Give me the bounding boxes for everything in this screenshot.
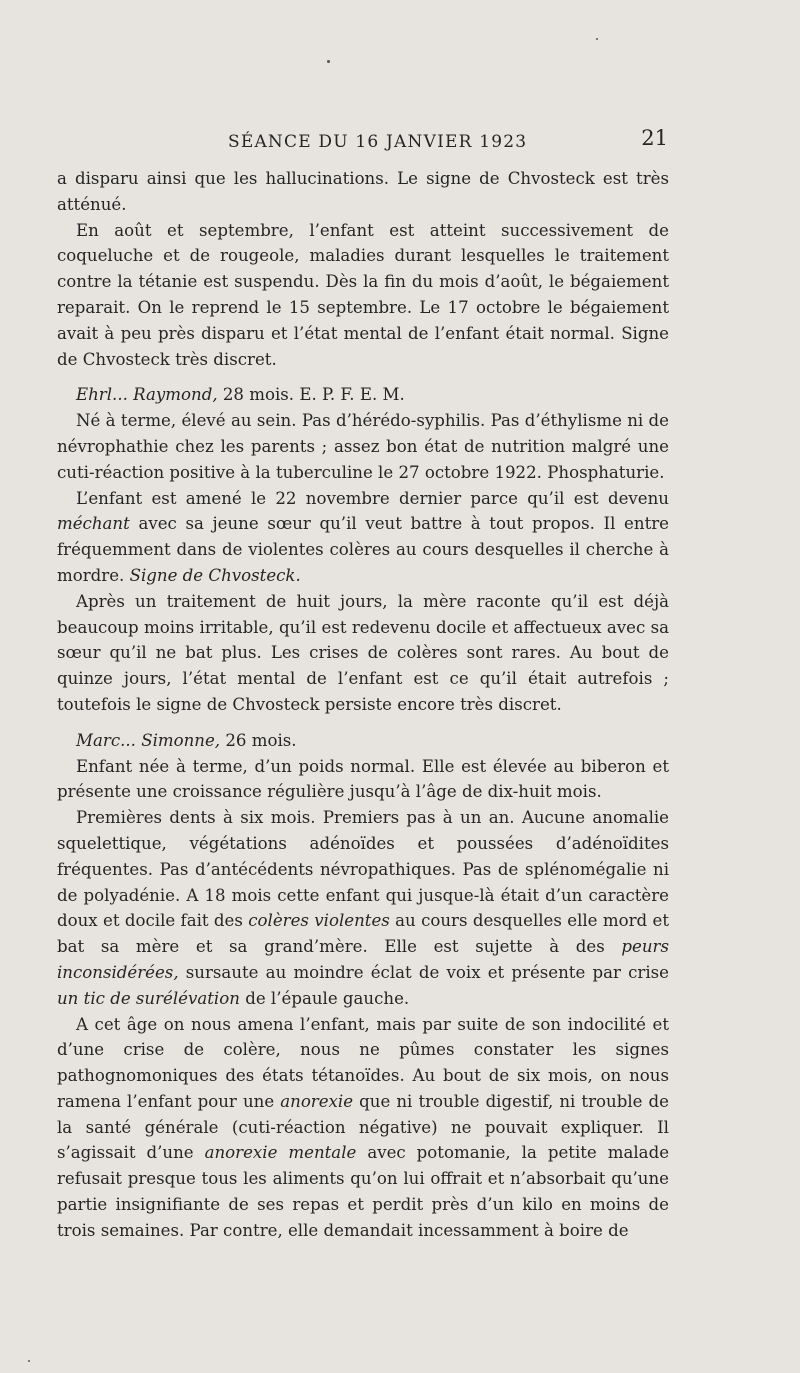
paragraph-10 [57,1012,669,1244]
paragraph-2: En août et septembre, l’enfant est atteint successivement de coqueluche et de rougeole, maladies durant lesquelles le traitement contre la tétanie est suspendu. Dès la fin du mois d’août, le bégaiement reparait. On le reprend le 15 septembre. Le 17 octobre le bégaiement avait à peu près disparu et l’état mental de l’enfant était normal. Signe de Chvosteck très discret. [57,220,669,369]
text-run: de l’épaule gauche. [239,988,410,1008]
italic-run: anorexie mentale [204,1143,357,1163]
case-details-simonne: 26 mois. [220,730,297,750]
text-run: que ni trouble digestif, ni trouble de la santé générale (cuti-réaction négative) ne pouvait expliquer. Il s’agissait d’une [57,1091,669,1163]
paragraph-1: a disparu ainsi que les hallucinations. Le signe de Chvosteck est très atténué. [57,169,669,214]
page-number: 21 [641,126,668,150]
italic-run: anorexie [280,1091,354,1111]
italic-run: Signe de Chvosteck. [129,565,301,585]
text-run: au cours desquelles elle mord et bat sa mère et sa grand’mère. Elle est sujette à des [57,911,669,957]
paper-speck [327,60,330,63]
text-run: Premières dents à six mois. Premiers pas à un an. Aucune anomalie squelettique, végétations adénoïdes et poussées d’adénoïdites fréquentes. Pas d’antécédents névropathiques. Pas de splénomégalie ni de polyadénie. A 18 mois cette enfant qui jusque-là était d’un caractère doux et docile fait des [57,808,669,931]
italic-run: peurs inconsidérées, [57,937,669,982]
case-heading-simonne [57,728,669,754]
case-heading-raymond [57,382,669,408]
body-text [57,166,669,1244]
paragraph-9 [57,805,669,1011]
page-header [228,126,668,160]
italic-run: colères violentes [248,911,390,931]
running-title: SÉANCE DU 16 JANVIER 1923 [228,132,528,152]
text-run: sursaute au moindre éclat de voix et présente par crise [178,962,669,982]
patient-name-raymond: Ehrl... Raymond, [76,385,218,405]
paragraph-8: Enfant née à terme, d’un poids normal. Elle est élevée au biberon et présente une croissance régulière jusqu’à l’âge de dix-huit mois. [57,756,669,802]
text-run: L’enfant est amené le 22 novembre dernier parce qu’il est devenu [76,488,669,508]
italic-run: méchant [57,514,130,534]
paragraph-5 [57,486,669,589]
paragraph-4: Né à terme, élevé au sein. Pas d’hérédo-syphilis. Pas d’éthylisme ni de névrophathie chez les parents ; assez bon état de nutrition malgré une cuti-réaction positive à la tuberculine le 27 octobre 1922. Phosphaturie. [57,411,669,482]
text-run: A cet âge on nous amena l’enfant, mais par suite de son indocilité et d’une crise de colère, nous ne pûmes constater les signes pathognomoniques des états tétanoïdes. Au bout de six mois, on nous ramena l’enfant pour une [57,1014,669,1111]
case-details-raymond: 28 mois. E. P. F. E. M. [217,385,405,405]
paragraph-6: Après un traitement de huit jours, la mère raconte qu’il est déjà beaucoup moins irritable, qu’il est redevenu docile et affectueux avec sa sœur qu’il ne bat plus. Les crises de colères sont rares. Au bout de quinze jours, l’état mental de l’enfant est ce qu’il était autrefois ; toutefois le signe de Chvosteck persiste encore très discret. [57,591,669,714]
paper-speck [596,38,598,40]
text-run: avec potomanie, la petite malade refusait presque tous les aliments qu’on lui offrait et n’absorbait qu’une partie insignifiante de ses repas et perdit près d’un kilo en moins de trois semaines. Par contre, elle demandait incessamment à boire de [57,1143,670,1240]
italic-run: un tic de surélévation [57,988,240,1008]
text-run: avec sa jeune sœur qu’il veut battre à tout propos. Il entre fréquemment dans de violentes colères au cours desquelles il cherche à mordre. [57,514,669,585]
patient-name-simonne: Marc... Simonne, [76,730,221,750]
paper-speck [28,1360,30,1362]
